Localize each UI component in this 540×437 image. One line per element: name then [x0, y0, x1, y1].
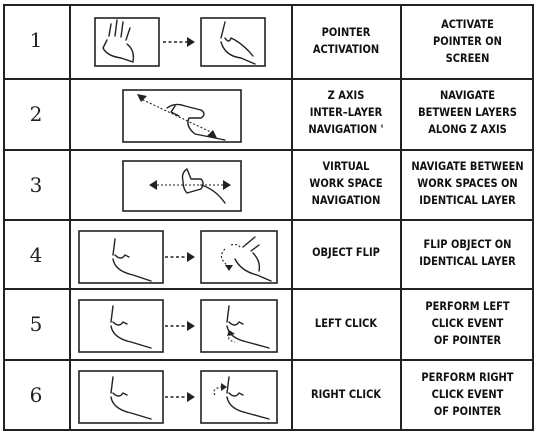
row-number: 3 [29, 173, 43, 197]
table-row [3, 78, 534, 149]
row-number: 2 [29, 102, 43, 126]
open-hand-to-pointing-hand-icon [75, 10, 285, 72]
table-row [3, 219, 534, 288]
gesture-description: ACTIVATE POINTER ON SCREEN [433, 17, 502, 65]
table-row [3, 359, 534, 431]
gesture-table [3, 4, 535, 432]
table-row [3, 149, 534, 219]
gesture-name: OBJECT FLIP [312, 245, 380, 259]
pointing-hand-to-right-click-icon [75, 365, 285, 427]
gesture-name: Z AXIS INTER–LAYER NAVIGATION ' [308, 88, 384, 136]
gesture-description: NAVIGATE BETWEEN WORK SPACES ON IDENTICAL LAYER [411, 159, 524, 207]
row-number: 1 [29, 28, 43, 52]
gesture-description: NAVIGATE BETWEEN LAYERS ALONG Z AXIS [418, 88, 517, 136]
gesture-description: FLIP OBJECT ON IDENTICAL LAYER [419, 237, 516, 268]
gesture-description: PERFORM LEFT CLICK EVENT OF POINTER [425, 299, 510, 347]
gesture-name: RIGHT CLICK [310, 387, 382, 401]
row-number: 5 [29, 312, 43, 336]
gesture-description: PERFORM RIGHT CLICK EVENT OF POINTER [421, 370, 514, 418]
gesture-name: LEFT CLICK [314, 316, 378, 330]
hand-tilt-diagonal-icon [75, 84, 285, 146]
gesture-name: VIRTUAL WORK SPACE NAVIGATION [309, 159, 383, 207]
table-row [3, 4, 534, 78]
pointing-hand-to-flip-icon [75, 225, 285, 287]
row-number: 6 [29, 383, 43, 407]
table-row [3, 288, 534, 359]
gesture-name: POINTER ACTIVATION [312, 25, 380, 56]
pointing-hand-to-left-click-icon [75, 294, 285, 356]
thumb-sideways-icon [75, 155, 285, 217]
row-number: 4 [29, 243, 43, 267]
